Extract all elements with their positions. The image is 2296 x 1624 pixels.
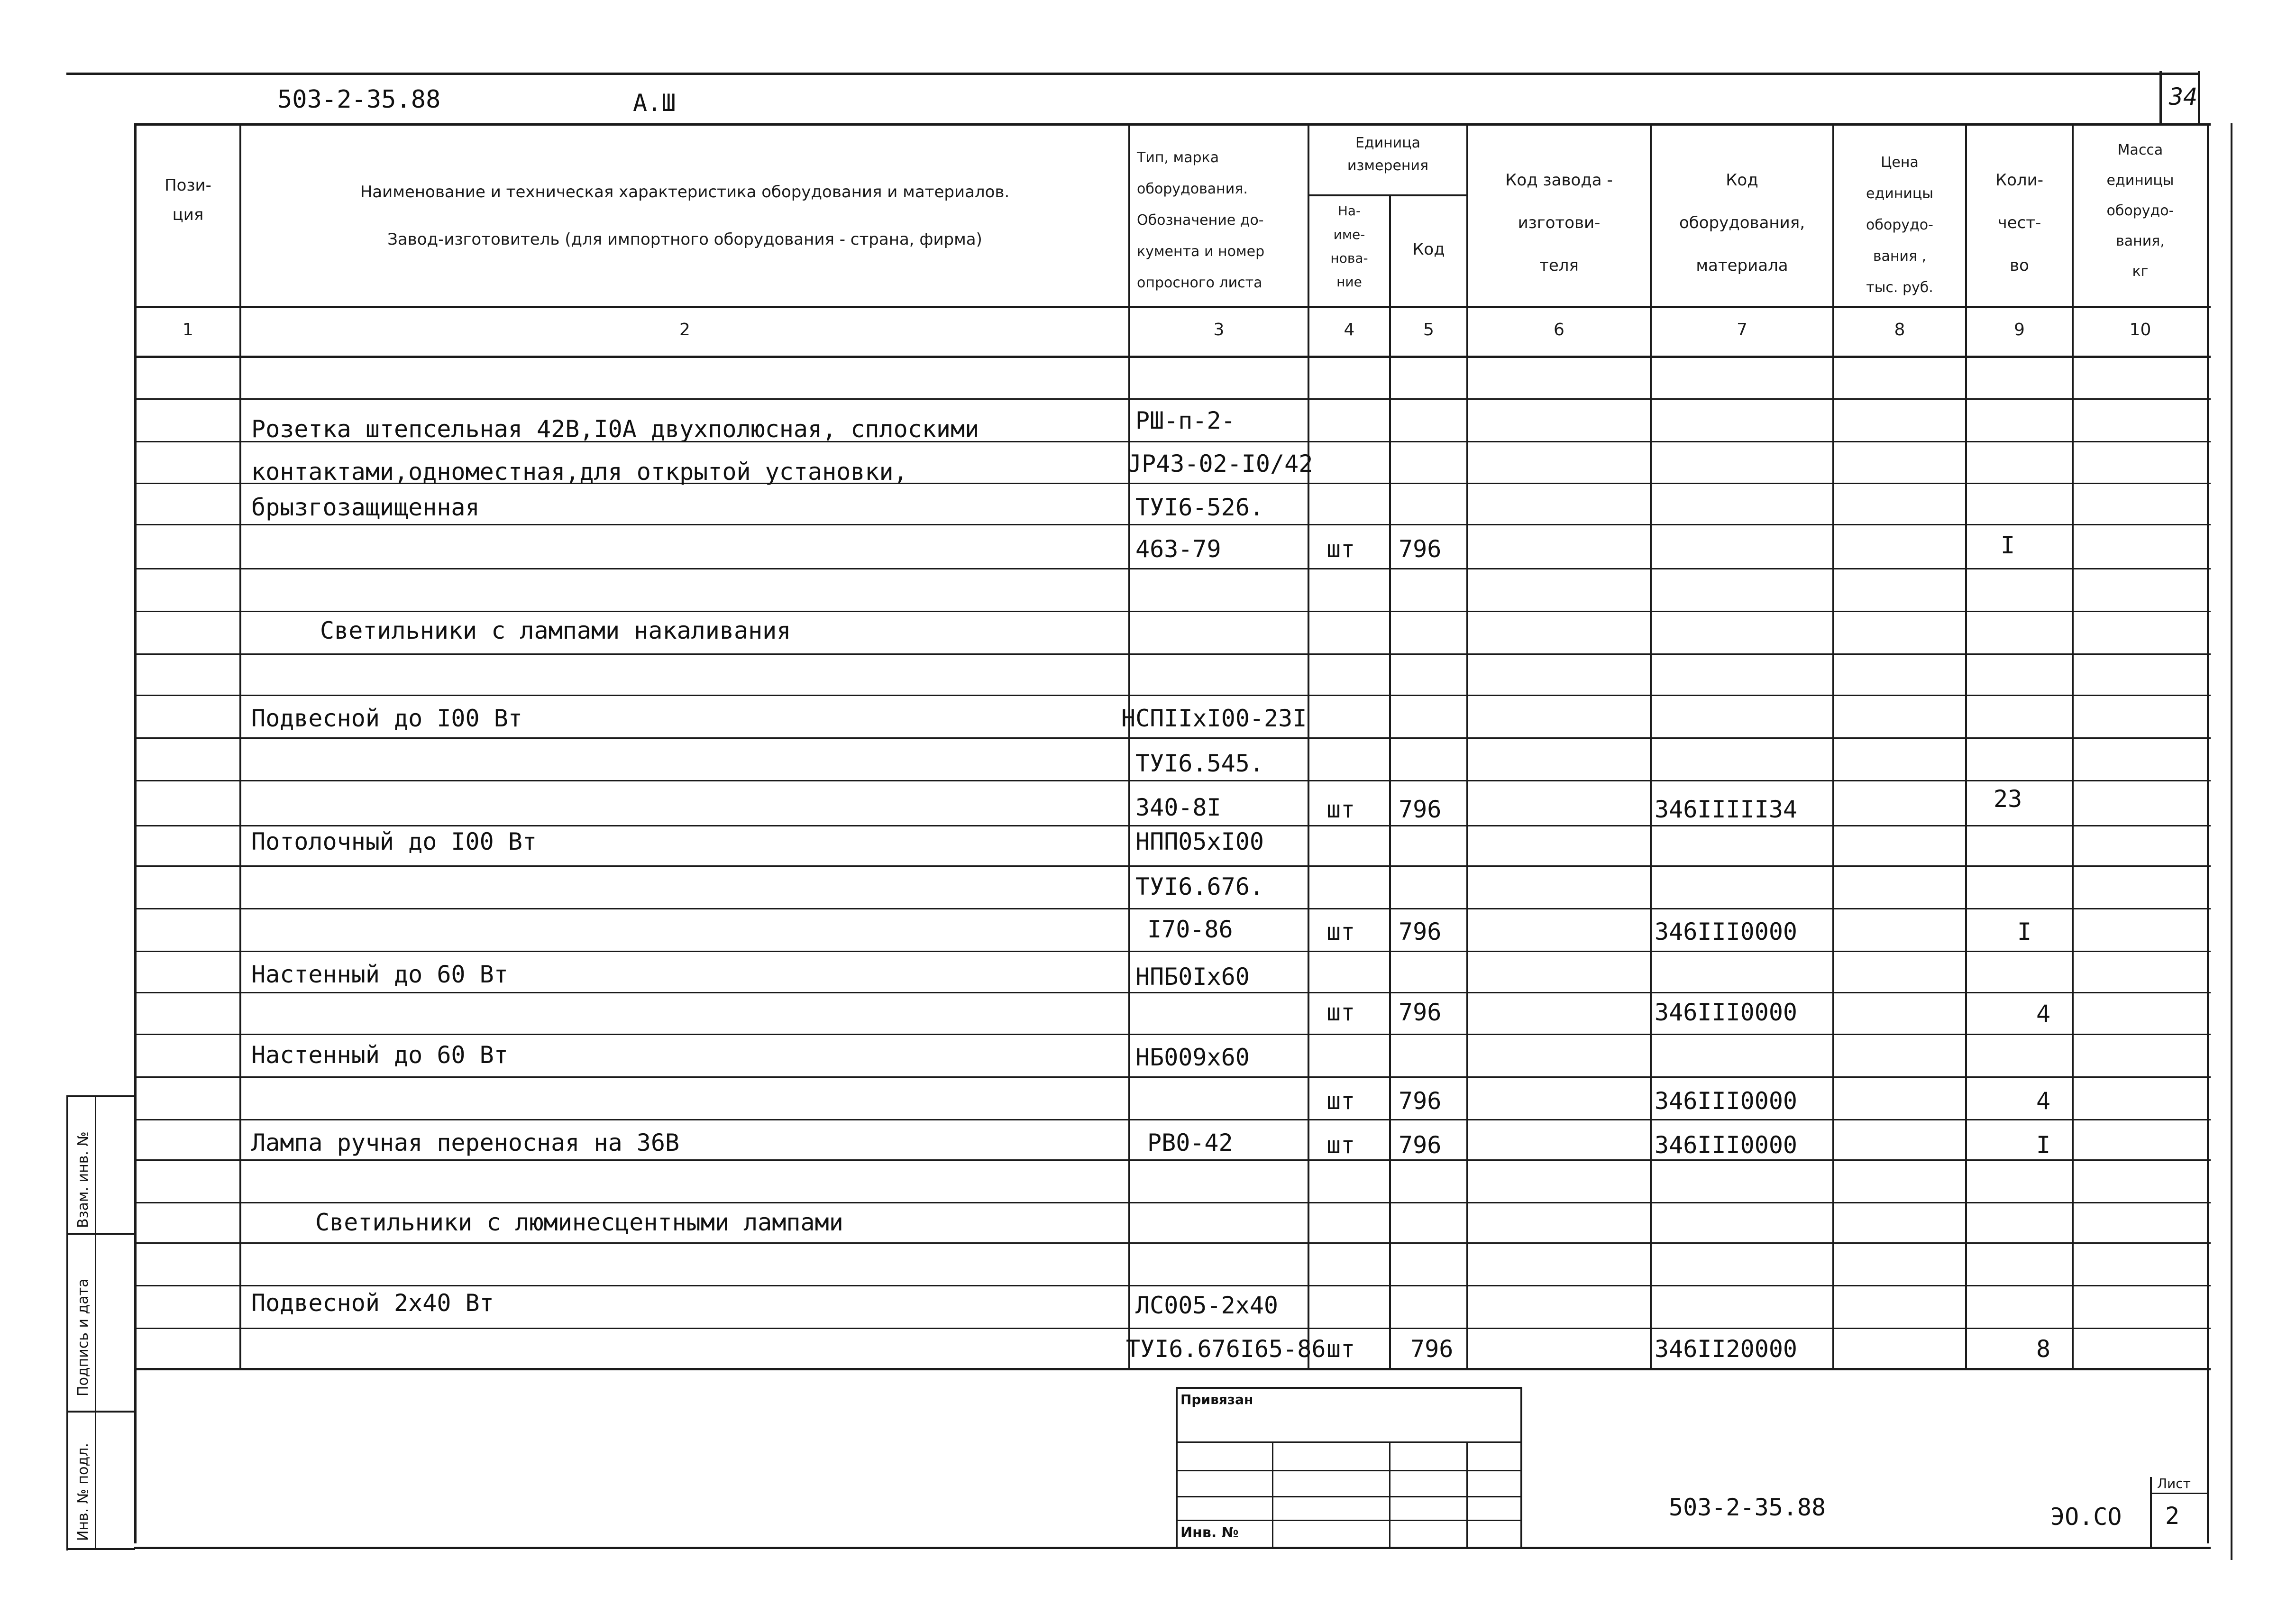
item-type: ТУI6.676. (1135, 873, 1264, 900)
equipment-code: 346III0000 (1655, 1131, 1798, 1159)
header-factory-code: Код завода - изготови- теля (1505, 171, 1613, 275)
item-type: ТУI6-526. (1135, 494, 1264, 521)
item-type: ТУI6.545. (1135, 750, 1264, 777)
header-equipment-code: Код оборудования, материала (1679, 171, 1805, 275)
item-type: НПП05xI00 (1135, 828, 1264, 855)
unit-code: 796 (1399, 918, 1442, 945)
unit-code: 796 (1399, 796, 1442, 823)
item-name: Лампа ручная переносная на 36В (251, 1129, 680, 1156)
equipment-code: 346III0000 (1655, 1087, 1798, 1115)
column-number: 10 (2129, 320, 2151, 339)
item-type: I70-86 (1147, 916, 1233, 943)
unit-code: 796 (1399, 1131, 1442, 1159)
column-number: 6 (1554, 320, 1564, 339)
document-code: 503-2-35.88 (277, 85, 441, 114)
item-name: Настенный до 60 Вт (251, 1041, 508, 1069)
header-unit-group: Единица измерения (1347, 135, 1429, 174)
unit-name: шт (1326, 918, 1355, 945)
item-name: Подвесной до I00 Вт (251, 705, 522, 732)
quantity: 23 (1994, 785, 2022, 813)
side-label-replacement: Взам. инв. № (75, 1131, 91, 1228)
equipment-code: 346II20000 (1655, 1335, 1798, 1363)
header-unit-name: На- име- нова- ние (1330, 203, 1368, 290)
unit-code: 796 (1399, 1087, 1442, 1115)
item-type: НПБ0Ix60 (1135, 963, 1250, 991)
item-name: контактами,одноместная,для открытой установки, (251, 458, 908, 486)
unit-code: 796 (1399, 999, 1442, 1026)
item-name: Потолочный до I00 Вт (251, 828, 537, 855)
stamp-inventory-label: Инв. № (1180, 1524, 1239, 1541)
item-name: брызгозащищенная (251, 494, 480, 521)
unit-name: шт (1326, 999, 1355, 1026)
stamp-sheet-number: 2 (2165, 1502, 2180, 1530)
unit-code: 796 (1410, 1335, 1454, 1363)
item-type: 463-79 (1135, 535, 1221, 563)
column-number: 5 (1423, 320, 1434, 339)
header-position: Пози- ция (165, 176, 211, 224)
album-label: А.Ш (633, 89, 676, 117)
item-type: ЛС005-2x40 (1135, 1292, 1279, 1319)
header-name: Наименование и техническая характеристика оборудования и материалов. Завод-изготовитель (для импортного оборудования - страна, фирма) (360, 183, 1010, 249)
column-number: 2 (679, 320, 690, 339)
quantity: 4 (2036, 1087, 2051, 1115)
unit-name: шт (1326, 796, 1355, 823)
quantity: I (2001, 532, 2015, 559)
column-number: 9 (2014, 320, 2025, 339)
item-type: НСПIIxI00-23I (1121, 705, 1307, 732)
header-type: Тип, марка оборудования. Обозначение до- кумента и номер опросного листа (1137, 149, 1265, 291)
stamp-sheet-label: Лист (2157, 1476, 2191, 1491)
item-name: Подвесной 2x40 Вт (251, 1289, 494, 1317)
quantity: I (2036, 1131, 2051, 1159)
section-heading: Светильники с люминесцентными лампами (315, 1209, 843, 1236)
header-mass: Масса единицы оборудо- вания, кг (2106, 142, 2174, 280)
stamp-sheet-code: ЭО.СО (2050, 1503, 2122, 1531)
item-type: JР43-02-I0/42 (1127, 450, 1313, 477)
item-name: Настенный до 60 Вт (251, 961, 508, 988)
equipment-code: 346III0000 (1655, 918, 1798, 945)
quantity: 8 (2036, 1335, 2051, 1363)
item-type: ТУI6.676I65-86 (1126, 1335, 1326, 1363)
section-heading: Светильники с лампами накаливания (320, 617, 791, 644)
unit-name: шт (1326, 535, 1355, 563)
column-number: 1 (183, 320, 193, 339)
item-type: 340-8I (1135, 794, 1221, 821)
equipment-code: 346III0000 (1655, 999, 1798, 1026)
stamp-bound-label: Привязан (1180, 1392, 1253, 1407)
quantity: I (2017, 918, 2032, 945)
column-number: 8 (1894, 320, 1905, 339)
column-number: 4 (1344, 320, 1355, 339)
unit-code: 796 (1399, 535, 1442, 563)
item-type: РВ0-42 (1147, 1129, 1233, 1156)
header-quantity: Коли- чест- во (1995, 171, 2044, 275)
stamp-document-code: 503-2-35.88 (1669, 1494, 1826, 1521)
quantity: 4 (2036, 1000, 2051, 1028)
unit-name: шт (1326, 1335, 1355, 1363)
item-type: НБ009x60 (1135, 1044, 1250, 1071)
side-label-inventory: Инв. № подл. (75, 1443, 91, 1541)
header-price: Цена единицы оборудо- вания , тыс. руб. (1866, 154, 1933, 296)
item-name: Розетка штепсельная 42В,I0А двухполюсная, сплоскими (251, 415, 979, 443)
column-number: 3 (1213, 320, 1225, 339)
unit-name: шт (1326, 1131, 1355, 1159)
equipment-code: 346IIIII34 (1655, 796, 1798, 823)
page-number: 34 (2169, 83, 2198, 110)
item-type: РШ-п-2- (1135, 407, 1235, 434)
column-number: 7 (1737, 320, 1747, 339)
header-unit-code: Код (1412, 240, 1445, 259)
unit-name: шт (1326, 1087, 1355, 1115)
side-label-signature: Подпись и дата (75, 1278, 91, 1396)
